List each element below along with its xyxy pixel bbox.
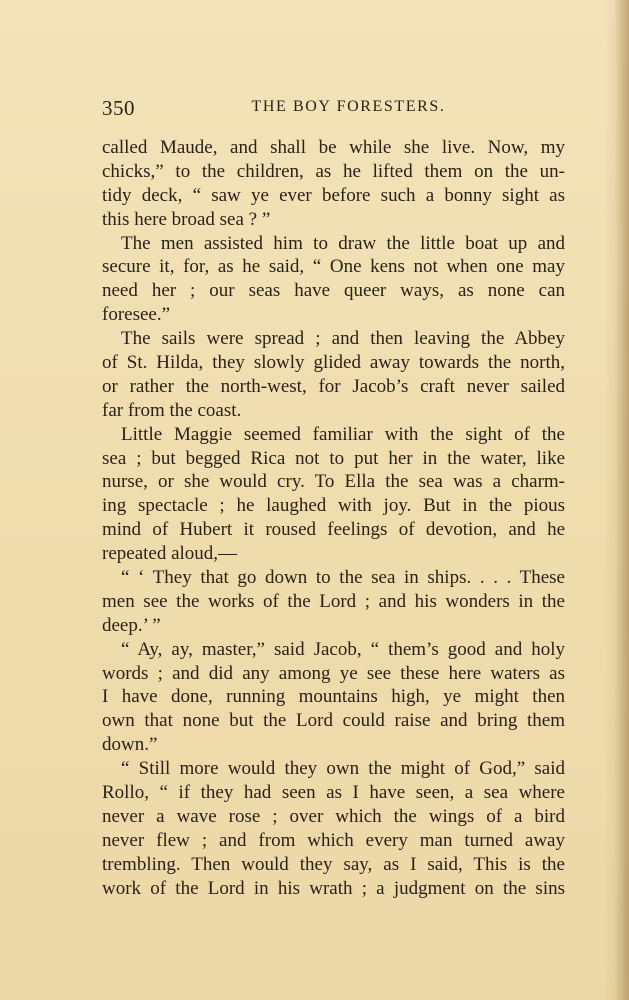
text-line: never a wave rose ; over which the wings of a bird	[102, 805, 565, 827]
text-line: of St. Hilda, they slowly glided away towards the north,	[102, 352, 565, 374]
page-header	[102, 96, 565, 120]
text-line: I have done, running mountains high, ye might then	[102, 686, 565, 708]
text-line: nurse, or she would cry. To Ella the sea was a charm-	[102, 471, 565, 493]
body-text	[102, 136, 565, 901]
page-edge-shadow	[615, 0, 629, 1000]
text-line: men see the works of the Lord ; and his wonders in the	[102, 590, 565, 612]
text-line: secure it, for, as he said, “ One kens not when one may	[102, 256, 565, 278]
text-line: “ ‘ They that go down to the sea in ships. . . . These	[121, 567, 565, 589]
text-line: chicks,” to the children, as he lifted them on the un-	[102, 160, 565, 182]
text-line: The men assisted him to draw the little boat up and	[121, 232, 565, 254]
text-line: “ Ay, ay, master,” said Jacob, “ them’s good and holy	[121, 638, 565, 660]
text-line: far from the coast.	[102, 399, 242, 421]
text-line: ing spectacle ; he laughed with joy. But in the pious	[102, 495, 565, 517]
text-line: repeated aloud,—	[102, 543, 238, 565]
text-line: The sails were spread ; and then leaving the Abbey	[121, 328, 565, 350]
text-line: sea ; but begged Rica not to put her in the water, like	[102, 447, 565, 469]
text-line: “ Still more would they own the might of God,” said	[121, 758, 565, 780]
text-line: down.”	[102, 734, 158, 756]
text-line: own that none but the Lord could raise and bring them	[102, 710, 565, 732]
text-line: words ; and did any among ye see these here waters as	[102, 662, 565, 684]
text-line: trembling. Then would they say, as I said, This is the	[102, 853, 565, 875]
text-line: need her ; our seas have queer ways, as none can	[102, 280, 565, 302]
text-line: Rollo, “ if they had seen as I have seen, a sea where	[102, 782, 565, 804]
text-line: called Maude, and shall be while she live. Now, my	[102, 137, 565, 158]
text-line: foresee.”	[102, 304, 171, 326]
text-line: this here broad sea ? ”	[102, 208, 271, 230]
text-line: never flew ; and from which every man turned away	[102, 829, 565, 851]
running-title: THE BOY FORESTERS.	[251, 98, 446, 115]
text-line: or rather the north-west, for Jacob’s craft never sailed	[102, 375, 565, 397]
text-line: Little Maggie seemed familiar with the sight of the	[121, 423, 565, 445]
text-line: tidy deck, “ saw ye ever before such a bonny sight as	[102, 184, 565, 206]
page-number: 350	[102, 96, 135, 120]
text-line: deep.’ ”	[102, 614, 161, 636]
text-line: mind of Hubert it roused feelings of devotion, and he	[102, 519, 565, 541]
text-line: work of the Lord in his wrath ; a judgment on the sins	[102, 877, 565, 899]
